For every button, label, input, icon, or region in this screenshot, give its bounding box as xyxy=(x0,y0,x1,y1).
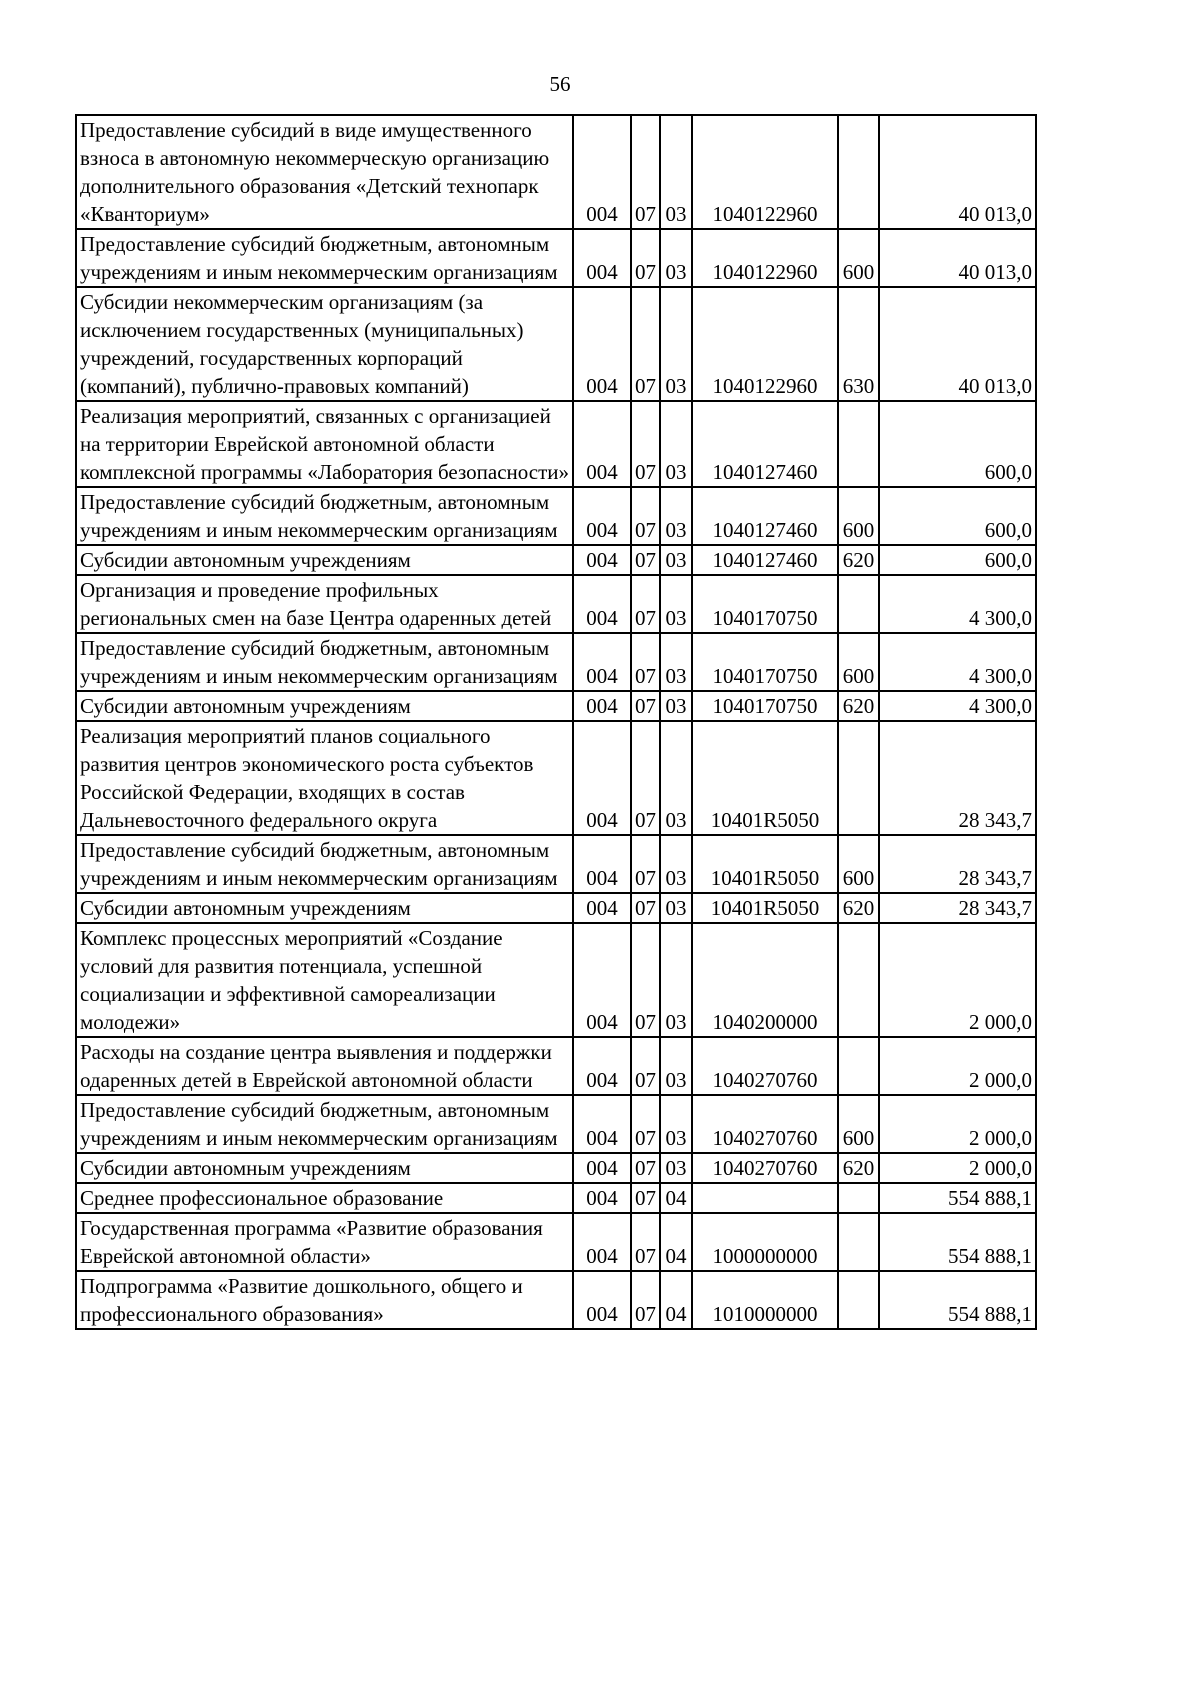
target-article-cell: 1040270760 xyxy=(692,1153,838,1183)
expense-type-cell: 620 xyxy=(838,545,879,575)
ministry-code-cell: 004 xyxy=(573,1153,631,1183)
expense-type-cell: 620 xyxy=(838,691,879,721)
expense-name-cell: Субсидии некоммерческим организациям (за исключением государственных (муниципальных) учреждений, государственных корпораций (компаний), публично-правовых компаний) xyxy=(76,287,573,401)
table-row xyxy=(76,115,1036,229)
section-code-cell: 07 xyxy=(631,287,660,401)
amount-cell: 28 343,7 xyxy=(879,835,1036,893)
ministry-code-cell: 004 xyxy=(573,721,631,835)
section-code-cell: 07 xyxy=(631,1183,660,1213)
subsection-code-cell: 03 xyxy=(660,633,692,691)
expense-type-cell xyxy=(838,575,879,633)
subsection-code-cell: 03 xyxy=(660,287,692,401)
expense-name-cell: Предоставление субсидий бюджетным, автономным учреждениям и иным некоммерческим организациям xyxy=(76,487,573,545)
expense-name-cell: Предоставление субсидий бюджетным, автономным учреждениям и иным некоммерческим организациям xyxy=(76,229,573,287)
target-article-cell: 10401R5050 xyxy=(692,721,838,835)
subsection-code-cell: 03 xyxy=(660,401,692,487)
table-row xyxy=(76,1095,1036,1153)
amount-cell: 600,0 xyxy=(879,401,1036,487)
ministry-code-cell: 004 xyxy=(573,893,631,923)
subsection-code-cell: 04 xyxy=(660,1183,692,1213)
table-row xyxy=(76,893,1036,923)
table-row xyxy=(76,1183,1036,1213)
table-row xyxy=(76,721,1036,835)
section-code-cell: 07 xyxy=(631,835,660,893)
table-row xyxy=(76,487,1036,545)
table-row xyxy=(76,401,1036,487)
target-article-cell: 1040122960 xyxy=(692,229,838,287)
table-row xyxy=(76,1037,1036,1095)
expense-name-cell: Субсидии автономным учреждениям xyxy=(76,545,573,575)
ministry-code-cell: 004 xyxy=(573,115,631,229)
amount-cell: 4 300,0 xyxy=(879,691,1036,721)
amount-cell: 28 343,7 xyxy=(879,893,1036,923)
amount-cell: 554 888,1 xyxy=(879,1183,1036,1213)
expense-type-cell xyxy=(838,1271,879,1329)
amount-cell: 40 013,0 xyxy=(879,115,1036,229)
section-code-cell: 07 xyxy=(631,1213,660,1271)
expense-type-cell xyxy=(838,923,879,1037)
target-article-cell: 1040127460 xyxy=(692,401,838,487)
subsection-code-cell: 04 xyxy=(660,1271,692,1329)
amount-cell: 4 300,0 xyxy=(879,633,1036,691)
amount-cell: 600,0 xyxy=(879,545,1036,575)
expense-name-cell: Государственная программа «Развитие образования Еврейской автономной области» xyxy=(76,1213,573,1271)
expense-name-cell: Комплекс процессных мероприятий «Создание условий для развития потенциала, успешной социализации и эффективной самореализации молодежи» xyxy=(76,923,573,1037)
expense-type-cell: 600 xyxy=(838,835,879,893)
subsection-code-cell: 03 xyxy=(660,115,692,229)
ministry-code-cell: 004 xyxy=(573,229,631,287)
target-article-cell: 10401R5050 xyxy=(692,835,838,893)
table-row xyxy=(76,633,1036,691)
subsection-code-cell: 03 xyxy=(660,1153,692,1183)
section-code-cell: 07 xyxy=(631,401,660,487)
table-row xyxy=(76,575,1036,633)
section-code-cell: 07 xyxy=(631,721,660,835)
ministry-code-cell: 004 xyxy=(573,575,631,633)
ministry-code-cell: 004 xyxy=(573,287,631,401)
table-row xyxy=(76,1271,1036,1329)
expense-type-cell xyxy=(838,1213,879,1271)
expense-type-cell: 600 xyxy=(838,1095,879,1153)
amount-cell: 2 000,0 xyxy=(879,1153,1036,1183)
expense-name-cell: Предоставление субсидий бюджетным, автономным учреждениям и иным некоммерческим организациям xyxy=(76,835,573,893)
section-code-cell: 07 xyxy=(631,691,660,721)
budget-table xyxy=(75,114,1037,1330)
expense-type-cell: 620 xyxy=(838,1153,879,1183)
section-code-cell: 07 xyxy=(631,1037,660,1095)
target-article-cell: 1040170750 xyxy=(692,575,838,633)
target-article-cell: 1040270760 xyxy=(692,1095,838,1153)
expense-type-cell: 600 xyxy=(838,229,879,287)
expense-type-cell xyxy=(838,1037,879,1095)
subsection-code-cell: 03 xyxy=(660,575,692,633)
amount-cell: 554 888,1 xyxy=(879,1213,1036,1271)
section-code-cell: 07 xyxy=(631,1095,660,1153)
page-number: 56 xyxy=(549,72,571,96)
subsection-code-cell: 03 xyxy=(660,923,692,1037)
subsection-code-cell: 03 xyxy=(660,1037,692,1095)
ministry-code-cell: 004 xyxy=(573,1271,631,1329)
target-article-cell: 1040127460 xyxy=(692,545,838,575)
table-row xyxy=(76,1153,1036,1183)
section-code-cell: 07 xyxy=(631,229,660,287)
target-article-cell: 1040127460 xyxy=(692,487,838,545)
expense-type-cell: 600 xyxy=(838,487,879,545)
amount-cell: 2 000,0 xyxy=(879,1037,1036,1095)
amount-cell: 28 343,7 xyxy=(879,721,1036,835)
table-row xyxy=(76,545,1036,575)
ministry-code-cell: 004 xyxy=(573,545,631,575)
expense-name-cell: Реализация мероприятий планов социального развития центров экономического роста субъектов Российской Федерации, входящих в состав Дальневосточного федерального округа xyxy=(76,721,573,835)
ministry-code-cell: 004 xyxy=(573,835,631,893)
amount-cell: 40 013,0 xyxy=(879,229,1036,287)
ministry-code-cell: 004 xyxy=(573,1183,631,1213)
section-code-cell: 07 xyxy=(631,575,660,633)
expense-name-cell: Расходы на создание центра выявления и поддержки одаренных детей в Еврейской автономной области xyxy=(76,1037,573,1095)
subsection-code-cell: 03 xyxy=(660,893,692,923)
subsection-code-cell: 03 xyxy=(660,835,692,893)
section-code-cell: 07 xyxy=(631,115,660,229)
table-row xyxy=(76,1213,1036,1271)
ministry-code-cell: 004 xyxy=(573,691,631,721)
section-code-cell: 07 xyxy=(631,923,660,1037)
subsection-code-cell: 03 xyxy=(660,721,692,835)
subsection-code-cell: 03 xyxy=(660,545,692,575)
expense-name-cell: Субсидии автономным учреждениям xyxy=(76,893,573,923)
table-row xyxy=(76,229,1036,287)
target-article-cell: 1040170750 xyxy=(692,691,838,721)
expense-type-cell: 620 xyxy=(838,893,879,923)
section-code-cell: 07 xyxy=(631,487,660,545)
expense-name-cell: Предоставление субсидий в виде имущественного взноса в автономную некоммерческую организацию дополнительного образования «Детский технопарк «Кванториум» xyxy=(76,115,573,229)
table-row xyxy=(76,835,1036,893)
section-code-cell: 07 xyxy=(631,545,660,575)
target-article-cell: 1040122960 xyxy=(692,287,838,401)
ministry-code-cell: 004 xyxy=(573,401,631,487)
target-article-cell: 1040270760 xyxy=(692,1037,838,1095)
amount-cell: 2 000,0 xyxy=(879,1095,1036,1153)
expense-type-cell xyxy=(838,401,879,487)
expense-type-cell: 630 xyxy=(838,287,879,401)
target-article-cell xyxy=(692,1183,838,1213)
expense-name-cell: Среднее профессиональное образование xyxy=(76,1183,573,1213)
subsection-code-cell: 04 xyxy=(660,1213,692,1271)
expense-type-cell xyxy=(838,1183,879,1213)
ministry-code-cell: 004 xyxy=(573,1037,631,1095)
ministry-code-cell: 004 xyxy=(573,1213,631,1271)
table-row xyxy=(76,287,1036,401)
subsection-code-cell: 03 xyxy=(660,487,692,545)
amount-cell: 2 000,0 xyxy=(879,923,1036,1037)
section-code-cell: 07 xyxy=(631,893,660,923)
section-code-cell: 07 xyxy=(631,1271,660,1329)
ministry-code-cell: 004 xyxy=(573,1095,631,1153)
expense-type-cell xyxy=(838,115,879,229)
expense-name-cell: Организация и проведение профильных региональных смен на базе Центра одаренных детей xyxy=(76,575,573,633)
target-article-cell: 1000000000 xyxy=(692,1213,838,1271)
expense-type-cell: 600 xyxy=(838,633,879,691)
ministry-code-cell: 004 xyxy=(573,923,631,1037)
expense-name-cell: Реализация мероприятий, связанных с организацией на территории Еврейской автономной области комплексной программы «Лаборатория безопасности» xyxy=(76,401,573,487)
amount-cell: 40 013,0 xyxy=(879,287,1036,401)
expense-name-cell: Предоставление субсидий бюджетным, автономным учреждениям и иным некоммерческим организациям xyxy=(76,633,573,691)
target-article-cell: 10401R5050 xyxy=(692,893,838,923)
ministry-code-cell: 004 xyxy=(573,633,631,691)
subsection-code-cell: 03 xyxy=(660,691,692,721)
amount-cell: 4 300,0 xyxy=(879,575,1036,633)
section-code-cell: 07 xyxy=(631,1153,660,1183)
table-row xyxy=(76,923,1036,1037)
section-code-cell: 07 xyxy=(631,633,660,691)
target-article-cell: 1040170750 xyxy=(692,633,838,691)
expense-name-cell: Субсидии автономным учреждениям xyxy=(76,691,573,721)
amount-cell: 554 888,1 xyxy=(879,1271,1036,1329)
target-article-cell: 1040200000 xyxy=(692,923,838,1037)
amount-cell: 600,0 xyxy=(879,487,1036,545)
target-article-cell: 1010000000 xyxy=(692,1271,838,1329)
expense-name-cell: Подпрограмма «Развитие дошкольного, общего и профессионального образования» xyxy=(76,1271,573,1329)
ministry-code-cell: 004 xyxy=(573,487,631,545)
table-row xyxy=(76,691,1036,721)
expense-name-cell: Субсидии автономным учреждениям xyxy=(76,1153,573,1183)
budget-table-body xyxy=(76,115,1036,1329)
target-article-cell: 1040122960 xyxy=(692,115,838,229)
expense-name-cell: Предоставление субсидий бюджетным, автономным учреждениям и иным некоммерческим организациям xyxy=(76,1095,573,1153)
subsection-code-cell: 03 xyxy=(660,1095,692,1153)
expense-type-cell xyxy=(838,721,879,835)
subsection-code-cell: 03 xyxy=(660,229,692,287)
